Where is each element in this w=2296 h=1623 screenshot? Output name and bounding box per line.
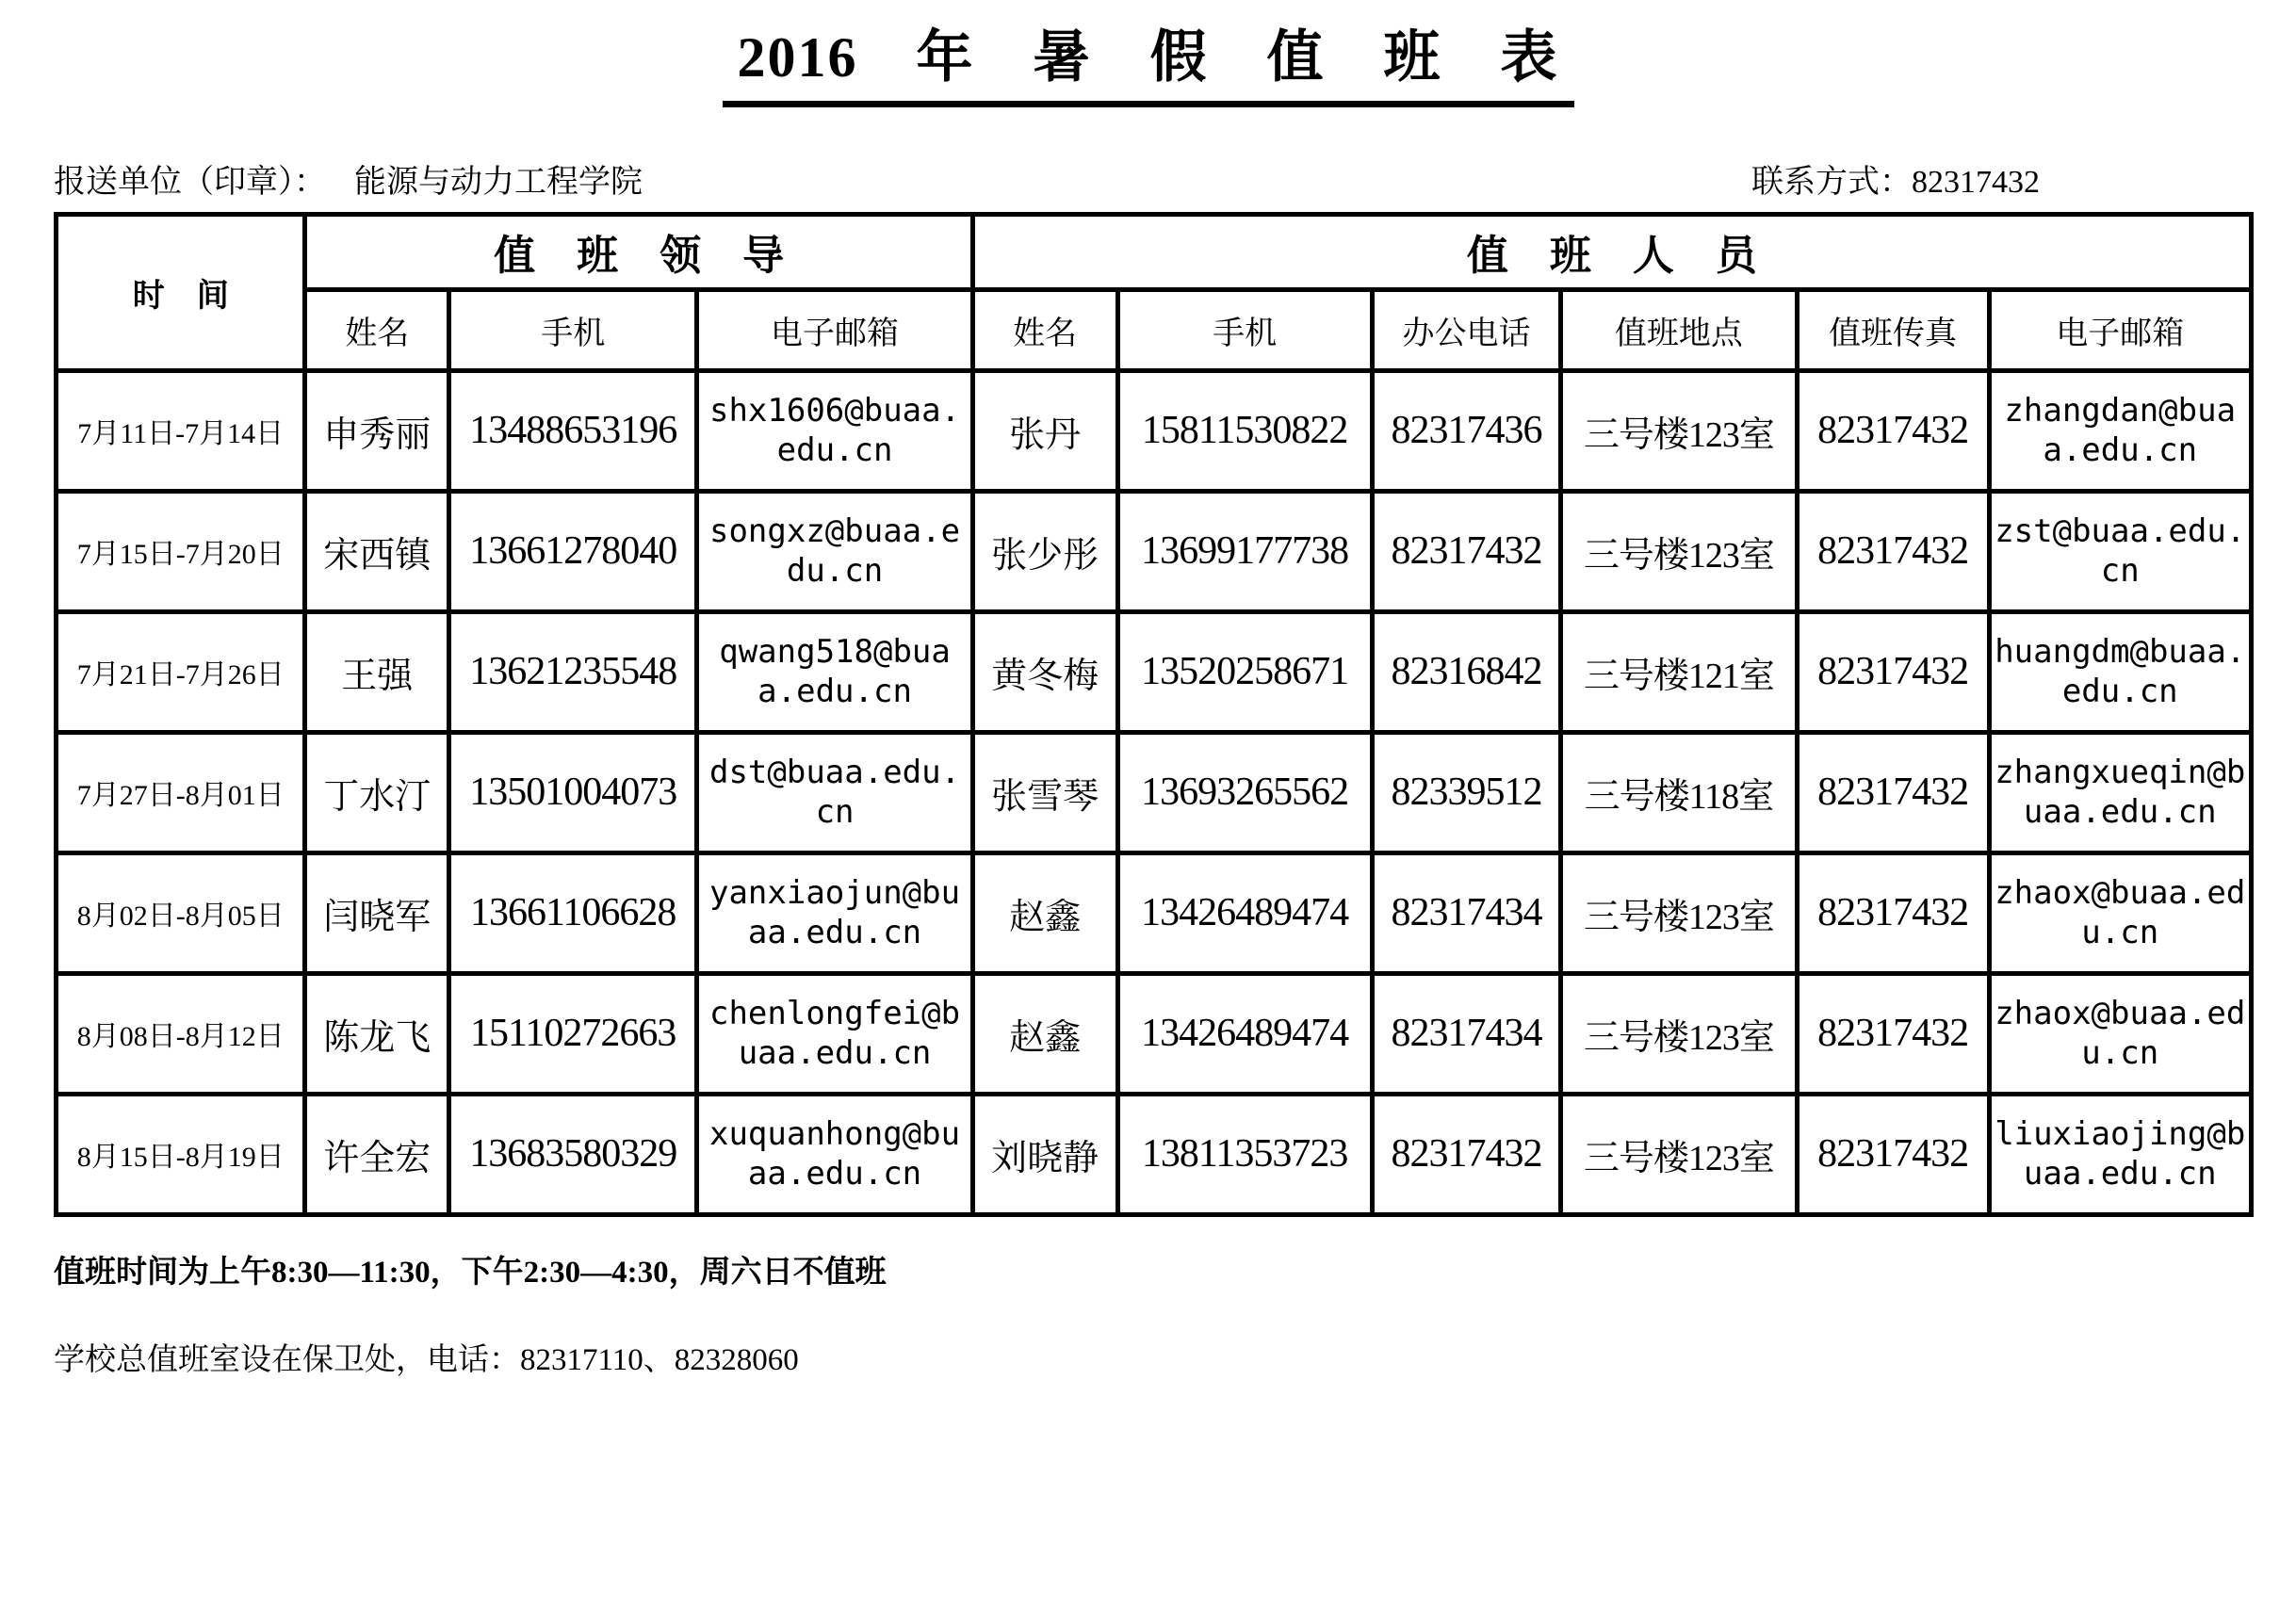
cell-leader-mobile: 15110272663 bbox=[449, 973, 697, 1094]
cell-staff-name: 刘晓静 bbox=[972, 1094, 1117, 1214]
cell-office-phone: 82317432 bbox=[1372, 1094, 1560, 1214]
cell-duty-location: 三号楼118室 bbox=[1561, 732, 1797, 852]
duty-table bbox=[54, 212, 2254, 1217]
contact-info: 联系方式：82317432 bbox=[1751, 165, 2040, 200]
title-block bbox=[0, 0, 2296, 107]
cell-staff-mobile: 13520258671 bbox=[1117, 611, 1372, 732]
cell-staff-email: zhaox@buaa.edu.cn bbox=[1989, 973, 2252, 1094]
table-row bbox=[57, 370, 2252, 491]
cell-staff-email: zhaox@buaa.edu.cn bbox=[1989, 852, 2252, 973]
header-leader-name: 姓名 bbox=[305, 289, 449, 370]
cell-staff-email: zhangxueqin@buaa.edu.cn bbox=[1989, 732, 2252, 852]
cell-staff-email: huangdm@buaa.edu.cn bbox=[1989, 611, 2252, 732]
report-unit bbox=[54, 164, 643, 203]
table-row bbox=[57, 491, 2252, 611]
table-row bbox=[57, 1094, 2252, 1214]
cell-duty-location: 三号楼123室 bbox=[1561, 370, 1797, 491]
cell-duty-location: 三号楼123室 bbox=[1561, 1094, 1797, 1214]
cell-staff-name: 赵鑫 bbox=[972, 973, 1117, 1094]
cell-leader-email: shx1606@buaa.edu.cn bbox=[697, 370, 972, 491]
cell-staff-name: 赵鑫 bbox=[972, 852, 1117, 973]
cell-leader-mobile: 13683580329 bbox=[449, 1094, 697, 1214]
cell-staff-email: liuxiaojing@buaa.edu.cn bbox=[1989, 1094, 2252, 1214]
report-unit-value: 能源与动力工程学院 bbox=[354, 165, 643, 200]
table-row bbox=[57, 611, 2252, 732]
cell-time: 8月15日-8月19日 bbox=[57, 1094, 305, 1214]
cell-leader-name: 许全宏 bbox=[305, 1094, 449, 1214]
cell-time: 7月21日-7月26日 bbox=[57, 611, 305, 732]
cell-leader-mobile: 13661278040 bbox=[449, 491, 697, 611]
cell-staff-name: 张丹 bbox=[972, 370, 1117, 491]
cell-office-phone: 82316842 bbox=[1372, 611, 1560, 732]
cell-duty-fax: 82317432 bbox=[1797, 491, 1989, 611]
cell-staff-name: 张雪琴 bbox=[972, 732, 1117, 852]
cell-time: 8月08日-8月12日 bbox=[57, 973, 305, 1094]
cell-duty-location: 三号楼123室 bbox=[1561, 973, 1797, 1094]
header-staff-mobile: 手机 bbox=[1117, 289, 1372, 370]
cell-duty-fax: 82317432 bbox=[1797, 732, 1989, 852]
table-row bbox=[57, 732, 2252, 852]
cell-staff-name: 黄冬梅 bbox=[972, 611, 1117, 732]
page-title: 2016 年 暑 假 值 班 表 bbox=[723, 28, 1574, 107]
cell-time: 8月02日-8月05日 bbox=[57, 852, 305, 973]
cell-duty-fax: 82317432 bbox=[1797, 852, 1989, 973]
cell-leader-mobile: 13661106628 bbox=[449, 852, 697, 973]
cell-time: 7月27日-8月01日 bbox=[57, 732, 305, 852]
cell-leader-mobile: 13501004073 bbox=[449, 732, 697, 852]
cell-time: 7月11日-7月14日 bbox=[57, 370, 305, 491]
header-duty-leader: 值 班 领 导 bbox=[305, 214, 972, 289]
header-staff-office-phone: 办公电话 bbox=[1372, 289, 1560, 370]
cell-staff-email: zst@buaa.edu.cn bbox=[1989, 491, 2252, 611]
cell-staff-mobile: 13699177738 bbox=[1117, 491, 1372, 611]
meta-row bbox=[0, 164, 2296, 203]
cell-duty-fax: 82317432 bbox=[1797, 611, 1989, 732]
cell-leader-email: qwang518@buaa.edu.cn bbox=[697, 611, 972, 732]
cell-leader-mobile: 13488653196 bbox=[449, 370, 697, 491]
cell-staff-mobile: 13693265562 bbox=[1117, 732, 1372, 852]
cell-staff-mobile: 15811530822 bbox=[1117, 370, 1372, 491]
cell-office-phone: 82317434 bbox=[1372, 852, 1560, 973]
cell-duty-location: 三号楼123室 bbox=[1561, 852, 1797, 973]
cell-leader-name: 陈龙飞 bbox=[305, 973, 449, 1094]
header-leader-mobile: 手机 bbox=[449, 289, 697, 370]
header-duty-fax: 值班传真 bbox=[1797, 289, 1989, 370]
cell-staff-mobile: 13426489474 bbox=[1117, 973, 1372, 1094]
cell-leader-email: chenlongfei@buaa.edu.cn bbox=[697, 973, 972, 1094]
cell-duty-location: 三号楼123室 bbox=[1561, 491, 1797, 611]
cell-leader-email: xuquanhong@buaa.edu.cn bbox=[697, 1094, 972, 1214]
cell-staff-name: 张少彤 bbox=[972, 491, 1117, 611]
header-staff-name: 姓名 bbox=[972, 289, 1117, 370]
cell-duty-fax: 82317432 bbox=[1797, 973, 1989, 1094]
cell-leader-name: 王强 bbox=[305, 611, 449, 732]
cell-leader-email: dst@buaa.edu.cn bbox=[697, 732, 972, 852]
table-row bbox=[57, 973, 2252, 1094]
header-duty-staff: 值 班 人 员 bbox=[972, 214, 2251, 289]
cell-leader-email: songxz@buaa.edu.cn bbox=[697, 491, 972, 611]
cell-duty-fax: 82317432 bbox=[1797, 370, 1989, 491]
note-general-office: 学校总值班室设在保卫处，电话：82317110、82328060 bbox=[54, 1343, 799, 1378]
cell-leader-mobile: 13621235548 bbox=[449, 611, 697, 732]
cell-office-phone: 82317432 bbox=[1372, 491, 1560, 611]
cell-leader-name: 闫晓军 bbox=[305, 852, 449, 973]
cell-office-phone: 82339512 bbox=[1372, 732, 1560, 852]
cell-office-phone: 82317434 bbox=[1372, 973, 1560, 1094]
cell-duty-location: 三号楼121室 bbox=[1561, 611, 1797, 732]
header-time: 时 间 bbox=[57, 214, 305, 370]
cell-leader-email: yanxiaojun@buaa.edu.cn bbox=[697, 852, 972, 973]
cell-staff-mobile: 13426489474 bbox=[1117, 852, 1372, 973]
header-duty-location: 值班地点 bbox=[1561, 289, 1797, 370]
cell-duty-fax: 82317432 bbox=[1797, 1094, 1989, 1214]
report-unit-label: 报送单位（印章）： bbox=[54, 165, 326, 200]
header-leader-email: 电子邮箱 bbox=[697, 289, 972, 370]
cell-time: 7月15日-7月20日 bbox=[57, 491, 305, 611]
cell-leader-name: 宋西镇 bbox=[305, 491, 449, 611]
note-duty-hours: 值班时间为上午8:30—11:30，下午2:30—4:30，周六日不值班 bbox=[54, 1255, 887, 1290]
cell-leader-name: 申秀丽 bbox=[305, 370, 449, 491]
header-staff-email: 电子邮箱 bbox=[1989, 289, 2252, 370]
table-row bbox=[57, 852, 2252, 973]
cell-staff-mobile: 13811353723 bbox=[1117, 1094, 1372, 1214]
cell-office-phone: 82317436 bbox=[1372, 370, 1560, 491]
cell-staff-email: zhangdan@buaa.edu.cn bbox=[1989, 370, 2252, 491]
cell-leader-name: 丁水汀 bbox=[305, 732, 449, 852]
